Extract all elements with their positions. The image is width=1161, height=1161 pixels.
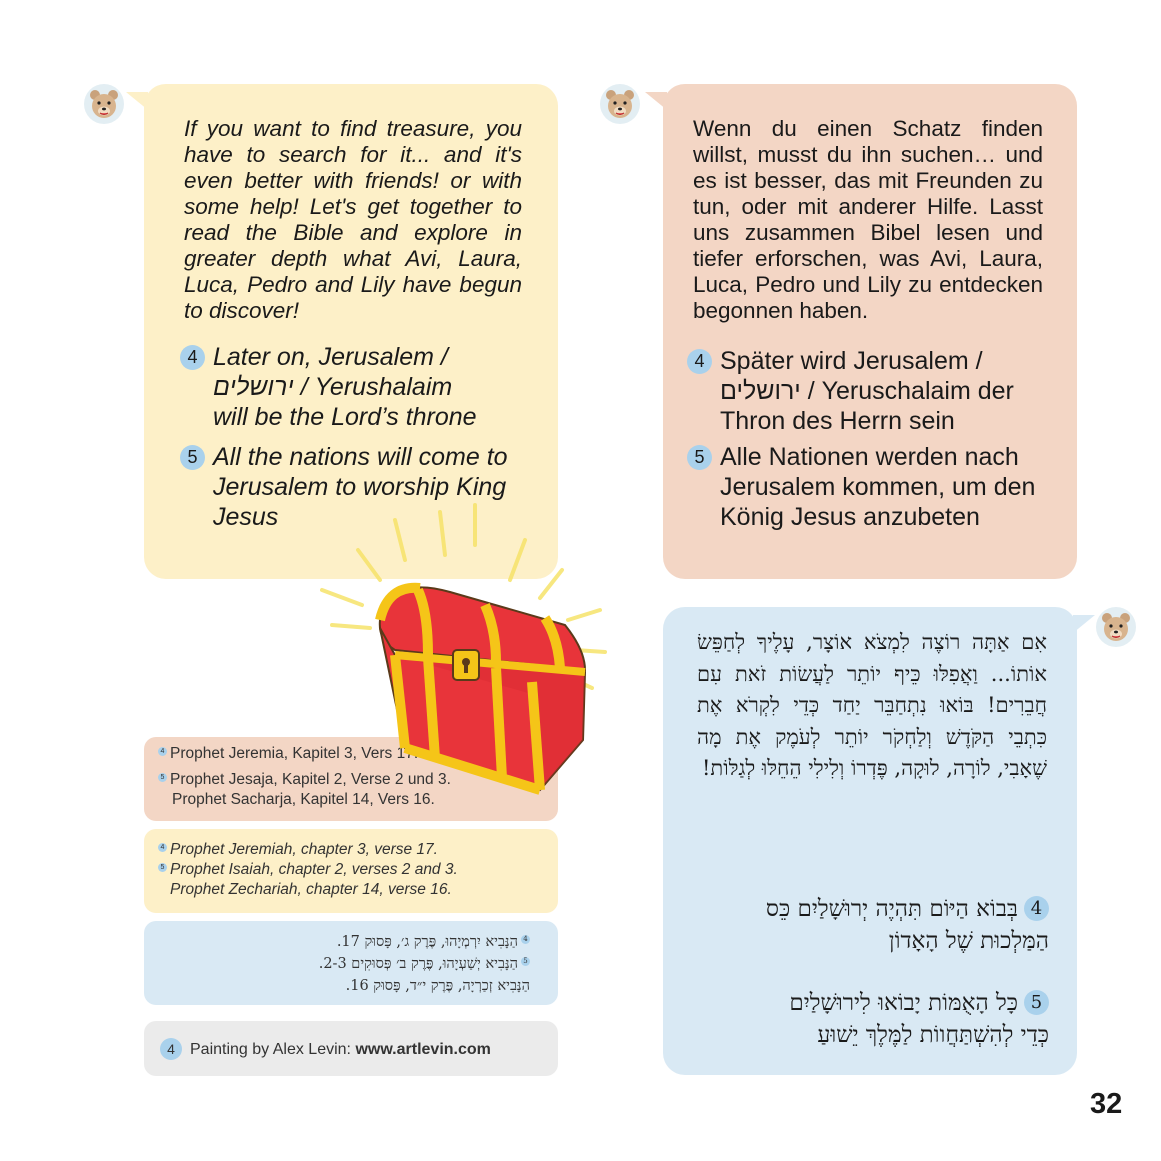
point-line: Thron des Herrn sein (720, 407, 955, 435)
point-line: Jesus (213, 503, 279, 531)
reference-line (158, 840, 544, 860)
hebrew-intro-text: אִם אַתָּה רוֹצֶה לִמְצֹא אוֹצָר, עָלֶיךָ לְחַפֵּשׂ אוֹתוֹ... וַאֲפִלּוּ כֵּיף יוֹתֵר לַעֲשׂוֹת זֹאת עִם חֲבֵרִים! בּוֹאוּ נִתְחַבֵּר יַחַד כְּדֵי לִקְרֹא אֶת כִּתְבֵי הַקֹּדֶשׁ וְלַחְקֹר יוֹתֵר לְעֹמֶק אֶת מָה שֶׁאָבִי, לוֹרָה, לוּקָה, פֶּדְרוֹ וְלִילִי הֵחֵלּוּ לְגַלּוֹת! (697, 630, 1047, 780)
point-number-badge: 5 (180, 445, 205, 470)
german-speech-bubble (663, 84, 1077, 579)
treasure-chest-icon (300, 500, 660, 800)
reference-text: הַנָּבִיא זְכַרְיָה, פֶּרֶק י״ד, פָּסוּק 16. (345, 978, 530, 994)
english-point-4 (180, 342, 525, 432)
point-line: Jerusalem to worship King (213, 473, 507, 501)
point-line: כָּל הָאֻמּוֹת יָבוֹאוּ לִירוּשָׁלַיִם (789, 990, 1018, 1016)
artist-website-link[interactable]: www.artlevin.com (355, 1041, 491, 1058)
footnote-marker: 4 (158, 747, 167, 756)
point-number-badge: 4 (1024, 896, 1049, 921)
point-line: הַמַּלְכוּת שֶׁל הָאָדוֹן (888, 928, 1049, 954)
reference-text: הַנָּבִיא יִרְמְיָהוּ, פֶּרֶק ג׳, פָּסוּק 17. (336, 934, 518, 950)
point-number-badge: 5 (687, 445, 712, 470)
reference-line (158, 880, 544, 900)
point-line: All the nations will come to (213, 443, 508, 471)
point-number-badge: 4 (687, 349, 712, 374)
footnote-marker: 4 (521, 935, 530, 944)
german-point-4 (687, 346, 1047, 436)
reference-text: Prophet Isaiah, chapter 2, verses 2 and 3. (170, 861, 458, 878)
point-line: Later on, Jerusalem / (213, 343, 448, 371)
footnote-marker: 5 (158, 863, 167, 872)
point-line: will be the Lord’s throne (213, 403, 477, 431)
reference-text: Prophet Sacharja, Kapitel 14, Vers 16. (172, 791, 435, 808)
point-line: Alle Nationen werden nach (720, 443, 1019, 471)
bubble-tail (126, 92, 148, 110)
german-point-5 (687, 442, 1047, 532)
point-line: כְּדֵי לְהִשְׁתַּחֲווֹת לַמֶּלֶךְ יֵשׁוּעַ (817, 1022, 1049, 1048)
point-number-badge: 5 (1024, 990, 1049, 1015)
bear-avatar-icon (1096, 607, 1136, 647)
hebrew-speech-bubble (663, 607, 1077, 1075)
point-line: ירושלים / Yeruschalaim der (720, 377, 1014, 405)
point-line: ירושלים / Yerushalaim (213, 373, 453, 401)
reference-text: הַנָּבִיא יְשַׁעְיָהוּ, פֶּרֶק ב׳ פְּסוּקִים 2-3. (318, 956, 518, 972)
reference-line (172, 975, 530, 997)
credit-number-badge: 4 (160, 1038, 182, 1060)
reference-line (158, 860, 544, 880)
point-line: Jerusalem kommen, um den (720, 473, 1036, 501)
footnote-marker: 5 (521, 957, 530, 966)
point-line: König Jesus anzubeten (720, 503, 980, 531)
page-number: 32 (1090, 1088, 1123, 1120)
hebrew-point-4 (689, 893, 1049, 957)
bear-avatar-icon (84, 84, 124, 124)
credit-text: Painting by Alex Levin: (190, 1041, 356, 1058)
bubble-tail (645, 92, 667, 110)
reference-text: Prophet Zechariah, chapter 14, verse 16. (170, 881, 452, 898)
point-line: בְּבוֹא הַיּוֹם תִּהְיֶה יְרוּשָׁלַיִם כֵּס (765, 896, 1018, 922)
bear-avatar-icon (600, 84, 640, 124)
reference-text: Prophet Jesaja, Kapitel 2, Verse 2 und 3. (170, 771, 451, 788)
english-intro-text: If you want to find treasure, you have to search for it... and it's even better with friends! or with some help! Let's get together to read the Bible and explore in greater depth what Avi, Laura, Luca, Pedro and Lily have begun to discover! (184, 116, 522, 323)
reference-line (172, 931, 530, 953)
reference-text: Prophet Jeremiah, chapter 3, verse 17. (170, 841, 438, 858)
painting-credit-note (144, 1021, 558, 1076)
reference-text: Prophet Jeremia, Kapitel 3, Vers 17. (170, 745, 419, 762)
bubble-tail (1073, 615, 1095, 633)
footnote-marker: 5 (158, 773, 167, 782)
hebrew-point-5 (689, 987, 1049, 1051)
hebrew-references-note (144, 921, 558, 1005)
german-intro-text: Wenn du einen Schatz finden willst, musst du ihn suchen… und es ist besser, das mit Freunden zu tun, oder mit anderer Hilfe. Lasst uns zusammen Bibel lesen und tiefer erforschen, was Avi, Laura, Luca, Pedro und Lily zu entdecken begonnen haben. (693, 116, 1043, 323)
point-line: Später wird Jerusalem / (720, 347, 983, 375)
english-references-note (144, 829, 558, 913)
point-number-badge: 4 (180, 345, 205, 370)
reference-line (172, 953, 530, 975)
footnote-marker: 4 (158, 843, 167, 852)
